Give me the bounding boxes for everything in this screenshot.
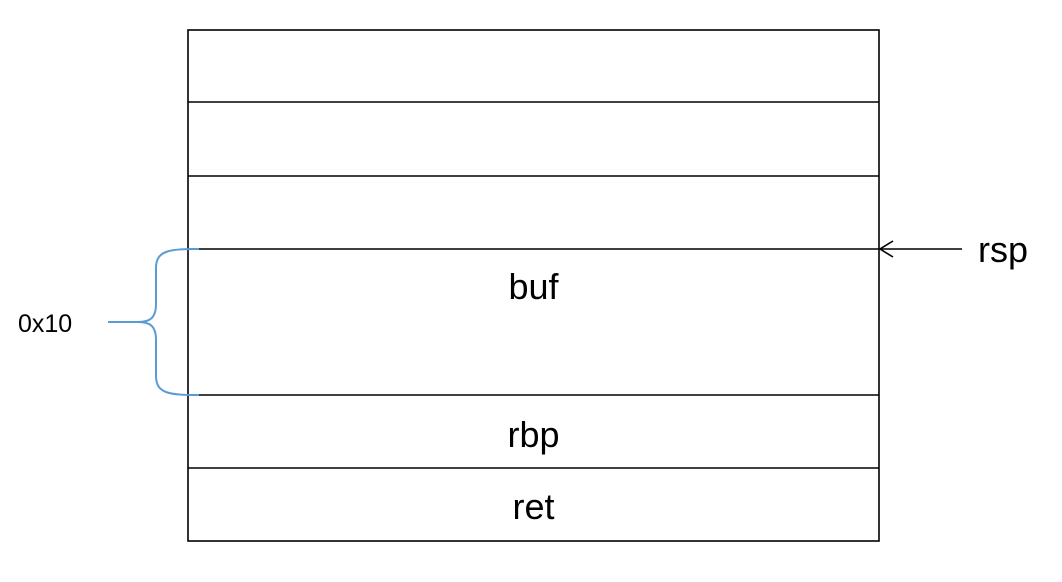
slot-label-rbp: rbp — [507, 414, 560, 455]
size-brace — [108, 249, 199, 395]
slot-label-buf: buf — [508, 266, 559, 307]
rsp-label: rsp — [978, 229, 1029, 270]
slot-label-ret: ret — [512, 486, 555, 527]
brace-size-label: 0x10 — [18, 310, 73, 338]
